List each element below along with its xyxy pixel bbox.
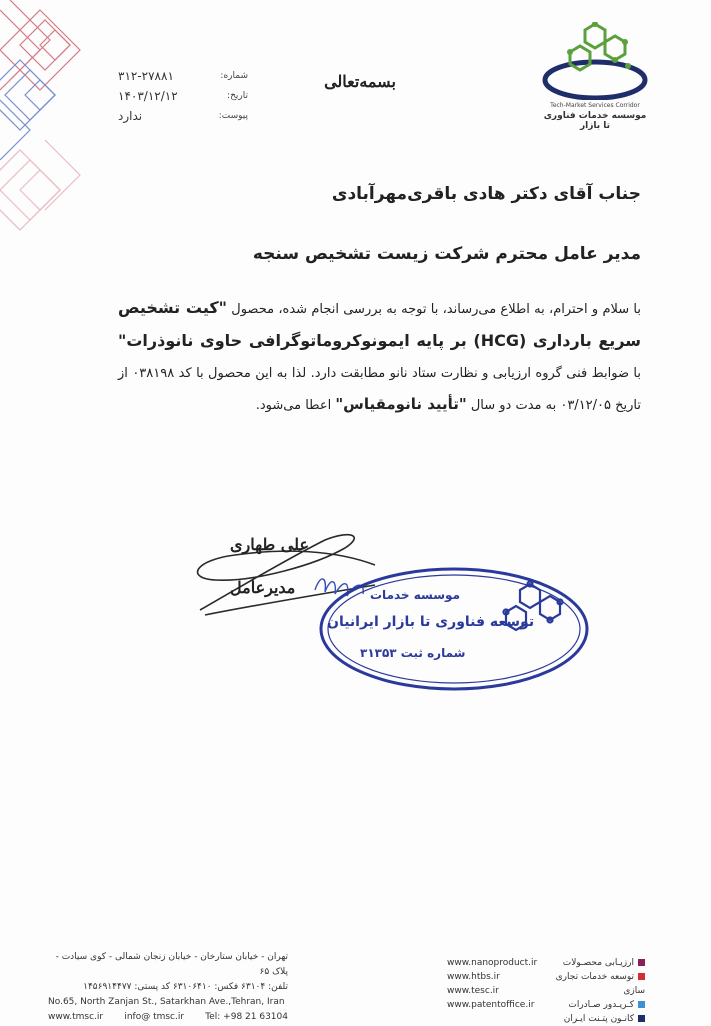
blue-square-icon: [638, 1001, 645, 1008]
date-row: [118, 86, 248, 106]
attachment-label: پیوست:: [218, 111, 248, 121]
footer-website: www.tmsc.ir: [48, 1012, 104, 1022]
signer-title: مدیرعامل: [230, 578, 296, 597]
logo-english-text: Tech-Market Services Corridor: [550, 102, 640, 109]
bismillah-heading: بسمه‌تعالی: [324, 72, 396, 91]
footer-website-item: www.nanoproduct.ir: [447, 958, 538, 968]
footer-service-item: کـریـدور صـادرات: [535, 998, 645, 1012]
number-row: [118, 66, 248, 86]
stamp-line-1: موسسه خدمات: [370, 588, 460, 602]
letter-metadata: [118, 66, 248, 126]
letter-body: [118, 292, 641, 421]
body-text-2: با ضوابط فنی گروه ارزیابی و نظارت ستاد نانو مطابقت دارد. لذا به این محصول با کد ۰۳۸۱۹۸ از تاریخ ۰۳/۱۲/۰۵ به مدت دو سال: [118, 366, 641, 413]
footer-address-fa: تهران - خیابان ستارخان - خیابان زنجان شمالی - کوی سیادت - پلاک ۶۵: [55, 952, 288, 977]
stamp-line-3: شماره ثبت ۳۱۳۵۳: [360, 646, 466, 660]
approval-title: "تأیید نانومقیاس": [335, 395, 467, 413]
footer-service-item: ارزیـابی محصـولات: [535, 956, 645, 970]
date-value: ۱۴۰۳/۱۲/۱۲: [118, 89, 178, 103]
footer-service-item: کانـون پتـنت ایـران: [535, 1012, 645, 1026]
footer-websites: [447, 956, 537, 1012]
logo-molecule-icon: [540, 22, 650, 100]
signer-name: علی طهاری: [230, 535, 309, 554]
logo-persian-text: موسسه خدمات فناوری تا بازار: [543, 111, 647, 131]
body-text-3: اعطا می‌شود.: [255, 398, 336, 413]
footer-phone-fa: تلفن: ۶۳۱۰۴ فکس: ۶۳۱۰۶۴۱۰ کد پستی: ۱۴۵۶۹۱۴۴۷۷: [83, 982, 288, 992]
attachment-row: [118, 106, 248, 126]
product-name: "کیت تشخیص سریع بارداری (HCG) بر پایه ایمونوکروماتوگرافی حاوی نانوذرات": [118, 298, 642, 350]
footer-address-en: No.65, North Zanjan St., Satarkhan Ave.,Tehran, Iran: [48, 997, 285, 1007]
footer-tel: Tel: +98 21 63104: [205, 1012, 288, 1022]
recipient-salutation: جناب آقای دکتر هادی باقری‌مهرآبادی: [331, 184, 641, 204]
company-logo: [540, 22, 650, 131]
footer-service-item: توسعه خدمات تجاری سازی: [555, 972, 645, 996]
footer-web-row: [48, 1010, 288, 1025]
stamp-line-2: توسعه فناوری تا بازار ایرانیان: [327, 614, 535, 630]
number-label: شماره:: [220, 71, 248, 81]
attachment-value: ندارد: [118, 109, 143, 123]
footer-website-item: www.htbs.ir: [447, 972, 500, 982]
purple-square-icon: [638, 959, 645, 966]
navy-square-icon: [638, 1015, 645, 1022]
footer-contact: [48, 950, 288, 1025]
footer-website-item: www.patentoffice.ir: [447, 1000, 535, 1010]
body-text-1: با سلام و احترام، به اطلاع می‌رساند، با توجه به بررسی انجام شده، محصول: [227, 302, 641, 317]
footer-services: [535, 956, 645, 1026]
decorative-pattern: [0, 0, 90, 260]
red-square-icon: [638, 973, 645, 980]
number-value: ۳۱۲-۲۷۸۸۱: [118, 69, 174, 83]
footer-website-item: www.tesc.ir: [447, 986, 499, 996]
date-label: تاریخ:: [227, 91, 248, 101]
footer-email: info@ tmsc.ir: [124, 1012, 185, 1022]
recipient-position: مدیر عامل محترم شرکت زیست تشخیص سنجه: [252, 244, 641, 264]
